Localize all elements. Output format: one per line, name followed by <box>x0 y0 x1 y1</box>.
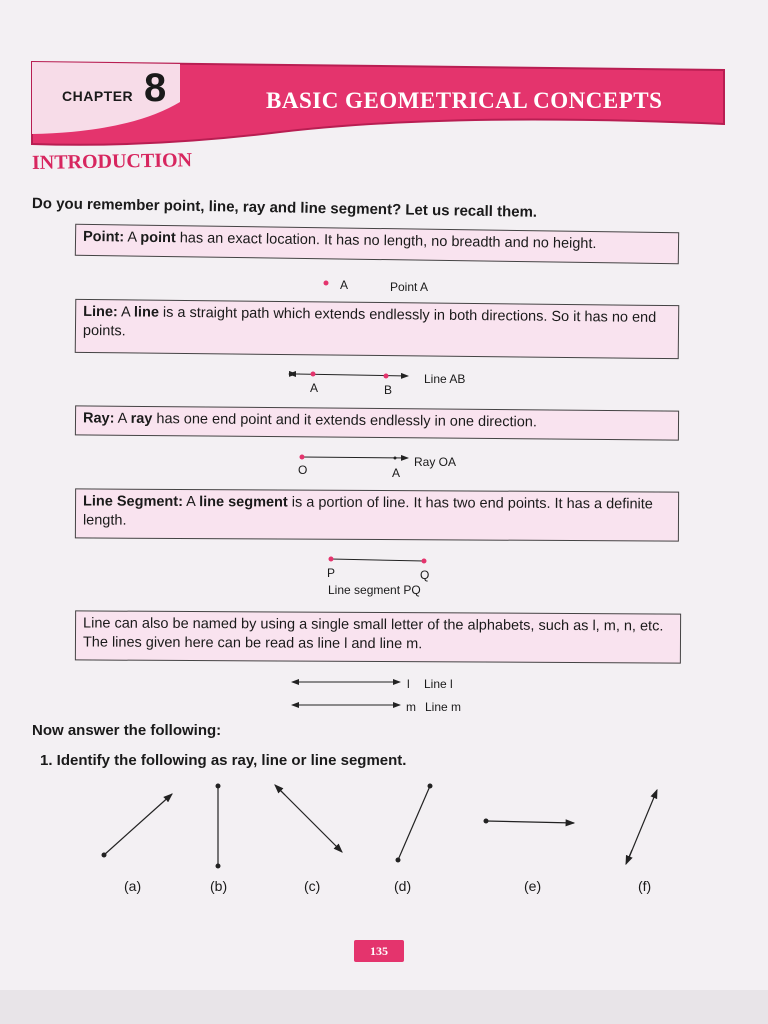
line-l-caption: Line l <box>424 677 453 691</box>
figure-f-back-arrow <box>626 850 632 864</box>
line-caption: Line AB <box>424 372 466 386</box>
ray-oa <box>302 457 408 458</box>
exercise-intro: Now answer the following: <box>32 722 222 739</box>
figure-d-dot-top <box>428 784 433 789</box>
segment-term: Line Segment: <box>83 493 184 510</box>
exercise-question: 1. Identify the following as ray, line or line segment. <box>40 752 407 769</box>
line-point-b-dot <box>384 374 389 379</box>
line-point-a-dot <box>311 372 316 377</box>
line-pre: A <box>117 304 135 321</box>
segment-point-p-dot <box>329 557 334 562</box>
figure-a <box>104 794 172 855</box>
label-f: (f) <box>638 878 652 894</box>
point-a-dot <box>324 281 329 286</box>
ray-bold: ray <box>130 410 153 428</box>
line-m-letter: m <box>406 700 416 714</box>
intro-question: Do you remember point, line, ray and line segment? Let us recall them. <box>31 195 538 221</box>
point-term: Point: <box>82 228 125 246</box>
figure-a-dot <box>102 853 107 858</box>
segment-point-q: Q <box>420 568 430 582</box>
ray-point-a: A <box>392 466 401 480</box>
point-pre: A <box>124 229 141 246</box>
page-bottom-edge <box>0 990 768 1024</box>
ray-caption: Ray OA <box>414 455 457 469</box>
segment-caption: Line segment PQ <box>328 583 421 597</box>
segment-point-q-dot <box>422 559 427 564</box>
label-d: (d) <box>394 878 412 894</box>
figure-c <box>277 787 342 852</box>
figure-d-dot-bottom <box>396 858 401 863</box>
chapter-label: CHAPTER <box>62 88 134 104</box>
point-rest: has an exact location. It has no length, no breadth and no height. <box>175 230 597 253</box>
label-a: (a) <box>124 878 142 894</box>
figure-b-dot-bottom <box>216 864 221 869</box>
point-caption: Point A <box>390 280 429 294</box>
label-e: (e) <box>524 878 542 894</box>
segment-rest: is a portion of line. It has two end points. It has a definite length. <box>82 494 653 529</box>
label-b: (b) <box>210 878 228 894</box>
ray-point-a-dot <box>394 457 397 460</box>
segment-bold: line segment <box>199 494 288 511</box>
figure-e-dot <box>484 819 489 824</box>
intro-heading: INTRODUCTION <box>31 149 193 174</box>
point-label: A <box>340 278 349 292</box>
page-number: 135 <box>354 940 404 962</box>
segment-pq <box>331 559 424 561</box>
label-c: (c) <box>304 878 321 894</box>
line-m-caption: Line m <box>425 700 462 714</box>
line-point-b: B <box>384 383 393 397</box>
chapter-title: BASIC GEOMETRICAL CONCEPTS <box>266 88 663 113</box>
line-point-a: A <box>310 381 319 395</box>
figure-e <box>486 821 574 823</box>
figure-c-back-arrow <box>275 785 285 795</box>
line-l-letter: l <box>407 677 410 691</box>
ray-point-o-dot <box>300 455 305 460</box>
chapter-number: 8 <box>144 66 167 110</box>
ray-rest: has one end point and it extends endlessly in one direction. <box>152 411 537 431</box>
ray-point-o: O <box>298 463 308 477</box>
line-term: Line: <box>83 303 118 321</box>
figure-f <box>628 790 657 860</box>
figure-b-dot-top <box>216 784 221 789</box>
segment-pre: A <box>182 493 200 511</box>
point-bold: point <box>140 229 176 247</box>
naming-box: Line can also be named by using a single small letter of the alphabets, such as l, m, n, etc. The lines given here can be read as line l and line m. <box>75 610 681 663</box>
segment-point-p: P <box>327 566 336 580</box>
ray-pre: A <box>114 410 131 427</box>
line-rest: is a straight path which extends endlessly in both directions. So it has no end points. <box>82 304 657 340</box>
figure-d <box>398 786 430 860</box>
line-bold: line <box>133 304 160 321</box>
ray-term: Ray: <box>82 410 115 427</box>
